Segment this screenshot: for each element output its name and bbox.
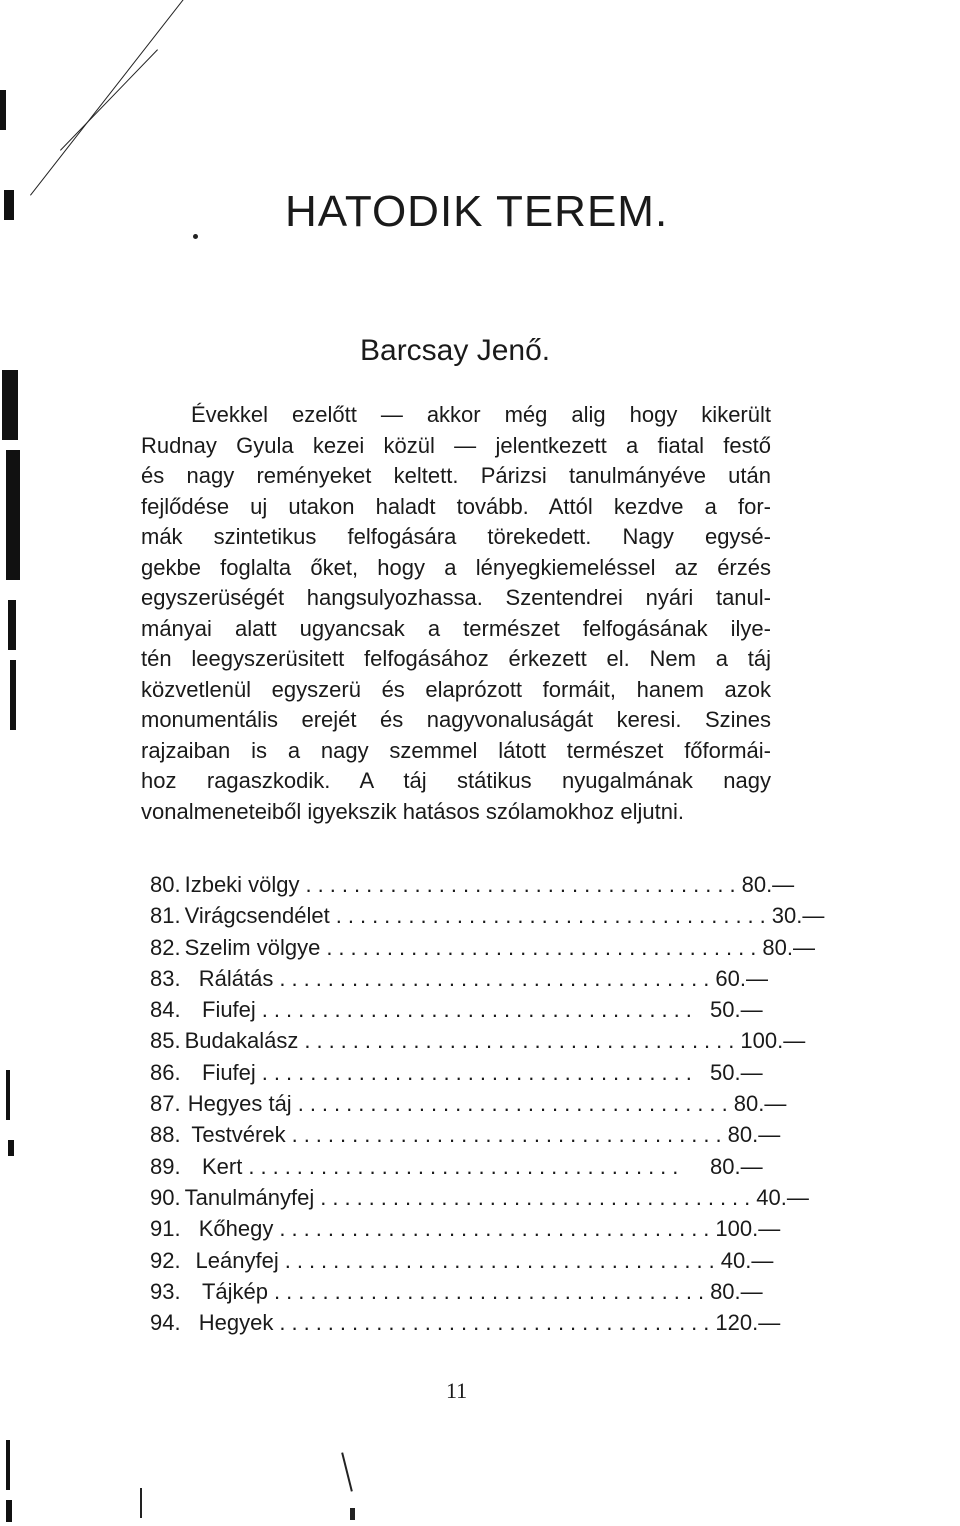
work-title: Testvérek xyxy=(191,1122,286,1148)
pen-stroke xyxy=(30,0,185,196)
work-title: Fiufej xyxy=(202,1059,256,1085)
work-price: 80.— xyxy=(727,1122,781,1148)
works-list xyxy=(150,872,825,1341)
work-row xyxy=(150,966,790,997)
bio-line: gekbe foglalta őket, hogy a lényegkiemeléssel az érzés xyxy=(141,554,771,580)
scan-edge-mark xyxy=(6,1500,12,1522)
stray-dot xyxy=(193,234,198,239)
scan-edge-mark xyxy=(2,370,18,440)
scan-edge-mark xyxy=(10,660,16,730)
work-title: Rálátás xyxy=(198,965,274,991)
work-row xyxy=(150,1279,790,1310)
leader-dots: .................................... xyxy=(279,1216,716,1242)
leader-dots: .................................... xyxy=(274,1278,711,1304)
work-number: 89. xyxy=(150,1153,181,1179)
bio-line: tén leegyszerüsitett felfogásához érkezett el. Nem a táj xyxy=(141,646,771,671)
work-price: 40.— xyxy=(756,1184,809,1210)
leader-dots: .................................... xyxy=(320,1184,757,1210)
scan-edge-mark xyxy=(6,450,20,580)
work-title: Leányfej xyxy=(195,1247,279,1273)
work-title: Tájkép xyxy=(201,1278,269,1304)
leader-dots: .................................... xyxy=(279,1310,716,1336)
page-number: 11 xyxy=(446,1378,468,1403)
leader-dots: .................................... xyxy=(279,965,716,991)
work-price: 80.— xyxy=(733,1091,787,1117)
bio-line: hoz ragaszkodik. A táj státikus nyugalmának nagy xyxy=(141,768,771,793)
work-row xyxy=(150,1216,790,1247)
bio-line: egyszerüségét hangsulyozhassa. Szentendrei nyári tanul- xyxy=(141,585,771,610)
leader-dots: .................................... xyxy=(305,872,742,897)
work-number: 93. xyxy=(150,1278,181,1304)
bio-line: monumentális erejét és nagyvonaluságát keresi. Szines xyxy=(141,707,771,732)
work-row xyxy=(150,903,825,934)
work-title: Budakalász xyxy=(184,1028,299,1054)
bio-line: fejlődése uj utakon haladt tovább. Attól kezdve a for- xyxy=(141,493,771,519)
leader-dots: .................................... xyxy=(291,1122,728,1148)
room-title: HATODIK TEREM. xyxy=(285,187,669,237)
work-price: 100.— xyxy=(715,1216,781,1242)
bio-line: és nagy reményeket keltett. Párizsi tanulmányéve után xyxy=(141,463,771,488)
work-number: 81. xyxy=(150,903,181,929)
leader-dots: .................................... xyxy=(261,997,698,1023)
work-price: 80.— xyxy=(762,934,815,960)
work-title: Fiufej xyxy=(202,997,256,1023)
work-number: 85. xyxy=(150,1028,181,1054)
work-row xyxy=(150,1122,790,1153)
work-number: 82. xyxy=(150,934,181,960)
artist-bio xyxy=(141,400,771,827)
work-price: 50.— xyxy=(710,997,763,1023)
work-number: 87. xyxy=(150,1091,181,1117)
work-row xyxy=(150,1184,809,1216)
work-row xyxy=(150,997,790,1028)
scan-edge-mark xyxy=(4,190,14,220)
work-row xyxy=(150,1060,790,1091)
scan-edge-mark xyxy=(8,1140,14,1156)
work-row xyxy=(150,1154,790,1185)
leader-dots: .................................... xyxy=(284,1247,721,1273)
work-number: 84. xyxy=(150,997,181,1023)
stray-mark xyxy=(140,1488,142,1518)
work-title: Tanulmányfej xyxy=(184,1184,315,1210)
work-number: 88. xyxy=(150,1122,181,1148)
stray-mark xyxy=(341,1452,353,1491)
work-price: 50.— xyxy=(710,1059,763,1085)
work-price: 40.— xyxy=(720,1247,774,1273)
scan-edge-mark xyxy=(8,600,16,650)
work-title: Szelim völgye xyxy=(184,934,321,960)
work-price: 60.— xyxy=(715,965,768,991)
pen-stroke xyxy=(60,49,158,150)
leader-dots: .................................... xyxy=(261,1059,698,1085)
artist-name: Barcsay Jenő. xyxy=(360,334,551,367)
bio-line: közvetlenül egyszerü és elaprózott formáit, hanem azok xyxy=(141,676,771,702)
work-title: Hegyes táj xyxy=(187,1091,292,1117)
bio-line: rajzaiban is a nagy szemmel látott természet főformái- xyxy=(141,737,771,763)
work-title: Hegyek xyxy=(198,1310,274,1336)
bio-line: mányai alatt ugyancsak a természet felfogásának ilye- xyxy=(141,615,771,641)
work-price: 120.— xyxy=(715,1310,781,1336)
bio-line: Évekkel ezelőtt — akkor még alig hogy kikerült xyxy=(191,402,771,427)
work-price: 80.— xyxy=(710,1153,763,1179)
leader-dots: .................................... xyxy=(297,1091,734,1117)
scan-edge-mark xyxy=(6,1070,10,1120)
work-price: 80.— xyxy=(710,1278,763,1304)
work-number: 90. xyxy=(150,1184,181,1210)
work-title: Kőhegy xyxy=(198,1216,274,1242)
scan-edge-mark xyxy=(6,1440,10,1490)
work-number: 83. xyxy=(150,965,181,991)
scan-edge-mark xyxy=(0,90,6,130)
leader-dots: .................................... xyxy=(326,934,763,960)
work-title: Kert xyxy=(202,1153,243,1179)
bio-line: mák szintetikus felfogására törekedett. Nagy egysé- xyxy=(141,524,771,549)
work-row xyxy=(150,872,795,903)
leader-dots: .................................... xyxy=(335,903,772,929)
work-number: 91. xyxy=(150,1216,181,1242)
bio-line: vonalmeneteiből igyekszik hatásos szólamokhoz eljutni. xyxy=(141,798,684,824)
leader-dots: .................................... xyxy=(248,1153,685,1179)
work-row xyxy=(150,1310,790,1341)
work-row xyxy=(150,1091,790,1122)
bio-line: Rudnay Gyula kezei közül — jelentkezett a fiatal festő xyxy=(141,432,771,458)
leader-dots: .................................... xyxy=(304,1028,741,1054)
work-title: Virágcsendélet xyxy=(184,903,330,929)
stray-mark xyxy=(350,1508,355,1520)
work-row xyxy=(150,934,815,966)
work-number: 80. xyxy=(150,872,181,897)
work-price: 30.— xyxy=(771,903,825,929)
work-number: 86. xyxy=(150,1059,181,1085)
work-row xyxy=(150,1248,790,1279)
work-row xyxy=(150,1028,806,1059)
work-title: Izbeki völgy xyxy=(184,872,300,897)
work-number: 92. xyxy=(150,1247,181,1273)
work-price: 80.— xyxy=(741,872,795,897)
work-price: 100.— xyxy=(740,1028,806,1054)
work-number: 94. xyxy=(150,1310,181,1336)
